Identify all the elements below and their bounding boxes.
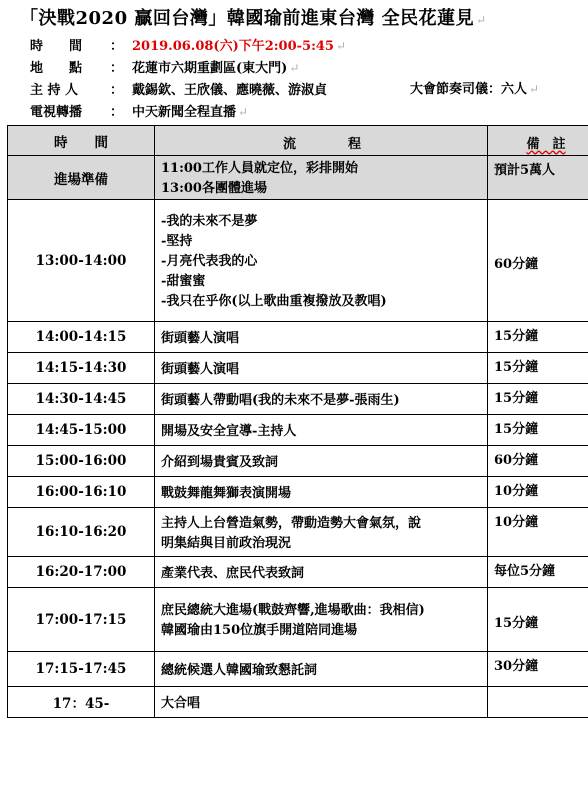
- paragraph-mark-icon: ↵: [335, 39, 347, 53]
- paragraph-mark-icon: ↵: [476, 13, 487, 27]
- table-row: [8, 322, 588, 353]
- table-row: [8, 446, 588, 477]
- table-header-row: [8, 126, 588, 156]
- program-line: 11:00工作人員就定位，彩排開始: [161, 161, 358, 176]
- row-time: 14:30-14:45: [8, 384, 155, 415]
- program-line: 街頭藝人帶動唱(我的未來不是夢-張雨生): [161, 392, 400, 408]
- info-mc: [410, 78, 539, 97]
- row-note: [488, 446, 588, 477]
- program-line: 街頭藝人演唱: [161, 361, 240, 377]
- time-value: 2019.06.08(六)下午2:00-5:45: [132, 39, 334, 54]
- program-line: 大合唱: [161, 695, 201, 711]
- note-text: 60分鐘: [494, 256, 539, 272]
- program-line: 韓國瑜由150位旗手開道陪同進場: [161, 623, 358, 638]
- table-row: [8, 156, 588, 200]
- host-label: 主 持 人: [30, 83, 79, 98]
- paragraph-mark-icon: ↵: [238, 105, 249, 119]
- row-program: [155, 557, 488, 588]
- info-place: 地 點 ： 花蓮市六期重劃區(東大門) ↵: [30, 57, 299, 76]
- program-line: -我的未來不是夢: [161, 214, 258, 229]
- row-note: [488, 557, 588, 588]
- place-value: 花蓮市六期重劃區(東大門): [132, 61, 288, 76]
- program-line: 開場及安全宣導-主持人: [161, 423, 297, 439]
- row-time: 14:45-15:00: [8, 415, 155, 446]
- tv-label: 電視轉播: [30, 105, 83, 120]
- row-note: [488, 353, 588, 384]
- header-note: 備 註: [488, 126, 588, 156]
- program-line: 介紹到場貴賓及致詞: [161, 454, 279, 470]
- row-program: [155, 322, 488, 353]
- schedule-table: [7, 125, 588, 718]
- program-line: 13:00各團體進場: [161, 181, 267, 196]
- document-title: [20, 4, 580, 30]
- place-label: 地 點: [30, 61, 83, 76]
- row-note: [488, 384, 588, 415]
- program-line: -甜蜜蜜: [161, 274, 206, 289]
- program-line: 戰鼓舞龍舞獅表演開場: [161, 485, 292, 501]
- row-program: [155, 652, 488, 687]
- row-time: 16:10-16:20: [8, 508, 155, 557]
- row-note: [488, 687, 588, 718]
- row-note: [488, 477, 588, 508]
- program-line: 庶民總統大進場(戰鼓齊響,進場歌曲：我相信): [161, 603, 425, 618]
- program-line: 街頭藝人演唱: [161, 330, 240, 346]
- row-program: [155, 477, 488, 508]
- row-note: [488, 588, 588, 652]
- row-time: 16:00-16:10: [8, 477, 155, 508]
- row-note: [488, 415, 588, 446]
- mc-label: 大會節奏司儀：: [410, 82, 502, 97]
- row-time: 17:00-17:15: [8, 588, 155, 652]
- program-line: -月亮代表我的心: [161, 254, 258, 269]
- program-line: 主持人上台營造氣勢，帶動造勢大會氣氛，說: [161, 515, 422, 531]
- row-program: [155, 353, 488, 384]
- table-row: [8, 557, 588, 588]
- paragraph-mark-icon: ↵: [289, 61, 300, 75]
- host-value: 戴錫欽、王欣儀、應曉薇、游淑貞: [132, 83, 328, 98]
- table-row: [8, 353, 588, 384]
- info-tv: 電視轉播 ： 中天新聞全程直播 ↵: [30, 101, 248, 120]
- row-time: 16:20-17:00: [8, 557, 155, 588]
- row-note: [488, 200, 588, 322]
- row-program: [155, 156, 488, 200]
- row-program: [155, 200, 488, 322]
- program-line: 明集結與目前政治現況: [161, 535, 292, 551]
- header-program: 流 程: [155, 126, 488, 156]
- row-program: [155, 687, 488, 718]
- row-program: [155, 588, 488, 652]
- table-row: [8, 384, 588, 415]
- row-program: [155, 508, 488, 557]
- program-line: -我只在乎你(以上歌曲重複撥放及教唱): [161, 294, 387, 309]
- row-time: 進場準備: [8, 156, 155, 200]
- info-time: 時 間 ： 2019.06.08(六)下午2:00-5:45 ↵: [30, 35, 346, 54]
- row-time: 17：45-: [8, 687, 155, 718]
- note-text: 15分鐘: [494, 329, 539, 344]
- info-host: 主 持 人 ： 戴錫欽、王欣儀、應曉薇、游淑貞: [30, 79, 327, 98]
- row-program: [155, 446, 488, 477]
- paragraph-mark-icon: ↵: [529, 82, 540, 96]
- row-time: 14:15-14:30: [8, 353, 155, 384]
- table-row: [8, 652, 588, 687]
- row-time: 15:00-16:00: [8, 446, 155, 477]
- program-line: -堅持: [161, 234, 193, 249]
- note-text: 10分鐘: [494, 484, 539, 499]
- table-row: [8, 200, 588, 322]
- mc-value: 六人: [501, 82, 528, 97]
- note-text: 30分鐘: [494, 659, 539, 674]
- row-time: 14:00-14:15: [8, 322, 155, 353]
- program-line: 總統候選人韓國瑜致懇託詞: [161, 662, 318, 678]
- note-text: 10分鐘: [494, 515, 539, 530]
- row-note: [488, 652, 588, 687]
- note-text: 預計5萬人: [494, 163, 556, 178]
- note-text: 15分鐘: [494, 615, 539, 631]
- row-note: [488, 508, 588, 557]
- table-row: [8, 588, 588, 652]
- row-program: [155, 384, 488, 415]
- table-row: [8, 415, 588, 446]
- row-time: 13:00-14:00: [8, 200, 155, 322]
- table-row: [8, 687, 588, 718]
- table-row: [8, 508, 588, 557]
- note-text: 15分鐘: [494, 360, 539, 375]
- row-note: [488, 156, 588, 200]
- row-program: [155, 415, 488, 446]
- program-line: 產業代表、庶民代表致詞: [161, 565, 305, 581]
- note-text: 每位5分鐘: [494, 564, 556, 579]
- tv-value: 中天新聞全程直播: [132, 105, 237, 120]
- time-label: 時 間: [30, 39, 83, 54]
- table-row: [8, 477, 588, 508]
- title-text: 「決戰2020 贏回台灣」韓國瑜前進東台灣 全民花蓮見: [20, 8, 475, 29]
- row-note: [488, 322, 588, 353]
- row-time: 17:15-17:45: [8, 652, 155, 687]
- note-text: 15分鐘: [494, 391, 539, 406]
- note-text: 60分鐘: [494, 453, 539, 468]
- note-text: 15分鐘: [494, 422, 539, 437]
- header-time: 時 間: [8, 126, 155, 156]
